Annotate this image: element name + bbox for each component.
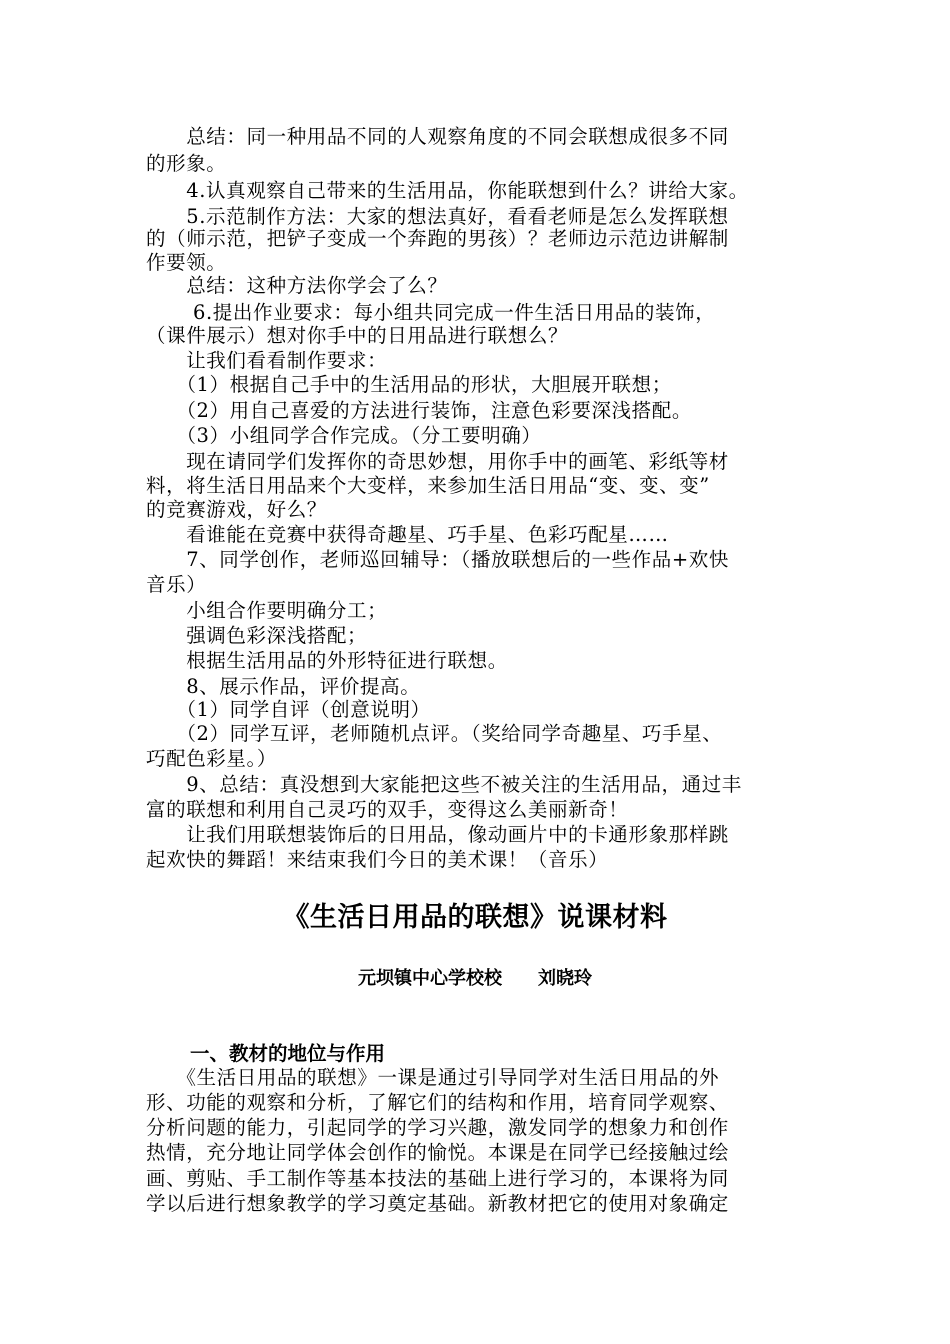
text-line: 让我们看看制作要求： [146,349,388,372]
text-line: （3）小组同学合作完成。（分工要明确） [146,424,542,447]
text-line: 分析问题的能力，引起同学的学习兴趣，激发同学的想象力和创作 [146,1116,729,1139]
author-line: 元坝镇中心学校校 刘晓玲 [358,968,592,989]
text-line: 总结：这种方法你学会了么？ [146,274,448,297]
text-line: 的（师示范，把铲子变成一个奔跑的男孩）？老师边示范边讲解制 [146,227,729,250]
text-line: 6.提出作业要求：每小组共同完成一件生活日用品的装饰， [146,301,716,324]
text-line: （2）用自己喜爱的方法进行装饰，注意色彩要深浅搭配。 [146,399,692,422]
text-line: 9、总结：真没想到大家能把这些不被关注的生活用品，通过丰 [146,773,742,796]
text-line: （1）根据自己手中的生活用品的形状，大胆展开联想； [146,373,672,396]
text-line: 4.认真观察自己带来的生活用品，你能联想到什么？讲给大家。 [146,179,749,202]
text-line: 画、剪贴、手工制作等基本技法的基础上进行学习的，本课将为同 [146,1167,729,1190]
text-line: 作要领。 [146,251,227,274]
text-line: 的形象。 [146,152,227,175]
text-line: 5.示范制作方法：大家的想法真好，看看老师是怎么发挥联想 [146,205,729,228]
text-line: 总结：同一种用品不同的人观察角度的不同会联想成很多不同 [146,125,729,148]
text-line: 音乐） [146,573,207,596]
text-line: 根据生活用品的外形特征进行联想。 [146,649,508,672]
text-line: 让我们用联想装饰后的日用品，像动画片中的卡通形象那样跳 [146,823,729,846]
text-line: 富的联想和利用自己灵巧的双手，变得这么美丽新奇！ [146,798,629,821]
text-line: （课件展示）想对你手中的日用品进行联想么？ [146,324,569,347]
text-line: 热情，充分地让同学体会创作的愉悦。本课是在同学已经接触过绘 [146,1141,729,1164]
text-line: 现在请同学们发挥你的奇思妙想，用你手中的画笔、彩纸等材 [146,450,729,473]
document-title: 《生活日用品的联想》说课材料 [282,902,668,933]
text-line: 小组合作要明确分工； [146,599,388,622]
text-line: 8、展示作品，评价提高。 [146,675,421,698]
text-line: 学以后进行想象教学的学习奠定基础。新教材把它的使用对象确定 [146,1192,729,1215]
text-line: 7、同学创作，老师巡回辅导：（播放联想后的一些作品+欢快 [146,548,729,571]
text-line: 的竞赛游戏，好么？ [146,498,327,521]
text-line: 看谁能在竞赛中获得奇趣星、巧手星、色彩巧配星…… [146,523,669,546]
text-line: （1）同学自评（创意说明） [146,698,431,721]
section-heading: 一、教材的地位与作用 [190,1042,386,1065]
text-line: 巧配色彩星。） [146,747,277,770]
text-line: 《生活日用品的联想》一课是通过引导同学对生活日用品的外 [146,1066,720,1089]
text-line: 料，将生活日用品来个大变样，来参加生活日用品“变、变、变” [146,474,710,497]
text-line: 强调色彩深浅搭配； [146,624,368,647]
text-line: 起欢快的舞蹈！来结束我们今日的美术课！（音乐） [146,848,609,871]
text-line: （2）同学互评，老师随机点评。（奖给同学奇趣星、巧手星、 [146,722,723,745]
text-line: 形、功能的观察和分析，了解它们的结构和作用，培育同学观察、 [146,1091,729,1114]
